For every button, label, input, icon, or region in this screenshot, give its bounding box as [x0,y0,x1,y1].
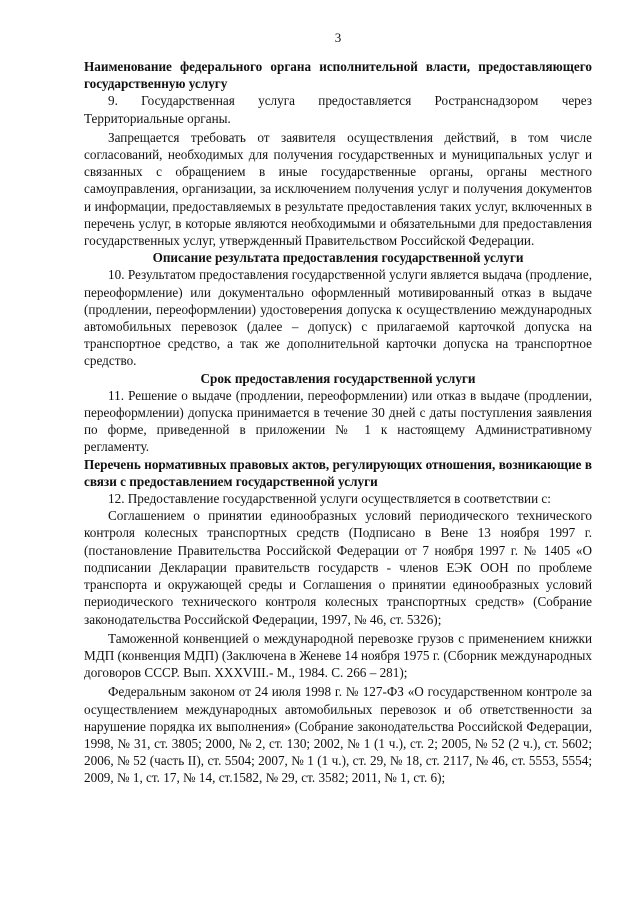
paragraph-12: 12. Предоставление государственной услуги осуществляется в соответствии с: [108,491,551,507]
section-legal-acts [84,456,592,787]
section-service-term [84,370,592,456]
paragraph-federal-law: Федеральным законом от 24 июля 1998 г. № 127-ФЗ «О государственном контроле за осуществлением международных автомобильных перевозок и об ответственности за нарушение порядка их выполнения» (Собрание законодательства Российской Федерации, 1998, № 31, ст. 3805; 2000, № 2, ст. 130; 2002, № 1 (1 ч.), ст. 2; 2005, № 52 (2 ч.), ст. 5602; 2006, № 52 (часть II), ст. 5504; 2007, № 1 (1 ч.), ст. 29, № 18, ст. 2117, № 46, ст. 5553, 5554; 2009, № 1, ст. 17, № 14, ст.1582, № 29, ст. 3582; 2011, № 1, ст. 6); [84,684,592,786]
paragraph-11: 11. Решение о выдаче (продлении, переоформлении) или отказ в выдаче (продлении, переоформлении) допуска принимается в течение 30 дней с даты поступления заявления по форме, приведенной в приложении № 1 к настоящему Административному регламенту. [84,387,592,455]
paragraph-tir-convention: Таможенной конвенцией о международной перевозке грузов с применением книжки МДП (конвенция МДП) (Заключена в Женеве 14 ноября 1975 г. (Сборник международных договоров СССР. Вып. XXXVIII.- М., 1984. С. 266 – 281); [84,630,592,681]
section-heading: Срок предоставления государственной услуги [200,370,476,386]
paragraph-prohibition: Запрещается требовать от заявителя осуществления действий, в том числе согласований, необходимых для получения государственных и муниципальных услуг и связанных с обращением в иные государственные органы, органы местного самоуправления, организации, за исключением получения услуг и получения документов и информации, предоставляемых в результате предоставления таких услуг, включенных в перечень услуг, в которые являются необходимыми и обязательными для предоставления государственных услуг, утвержденный Правительством Российской Федерации. [84,129,592,249]
section-heading: Перечень нормативных правовых актов, регулирующих отношения, возникающие в связи с предоставлением государственной услуги [84,456,592,489]
paragraph-agreement-vienna: Соглашением о принятии единообразных условий периодического технического контроля колесных транспортных средств (Подписано в Вене 13 ноября 1997 г. (постановление Правительства Российской Федерации от 7 ноября 1997 г. № 1405 «О подписании Декларации правительств государств - членов ЕЭК ООН по проблеме транспорта и окружающей среды и Соглашения о принятии единообразных условий периодического технического контроля колесных транспортных средств» (Собрание законодательства Российской Федерации, 1997, № 46, ст. 5326); [84,508,592,627]
section-service-provider [84,58,592,249]
paragraph-10: 10. Результатом предоставления государственной услуги является выдача (продление, переоформление) или документально оформленный мотивированный отказ в выдаче (продлении, переоформлении) удостоверения допуска к осуществлению международных автомобильных перевозок (далее – допуск) с прилагаемой карточкой допуска на транспортное средство, а так же дополнительной карточки допуска на транспортное средство. [84,267,592,369]
section-heading: Наименование федерального органа исполнительной власти, предоставляющего государственную услугу [84,59,592,92]
section-heading: Описание результата предоставления государственной услуги [152,250,524,266]
section-result-description [84,249,592,369]
paragraph-9: 9. Государственная услуга предоставляется Ространснадзором через Территориальные органы. [84,93,592,126]
page-number: 3 [334,30,342,45]
